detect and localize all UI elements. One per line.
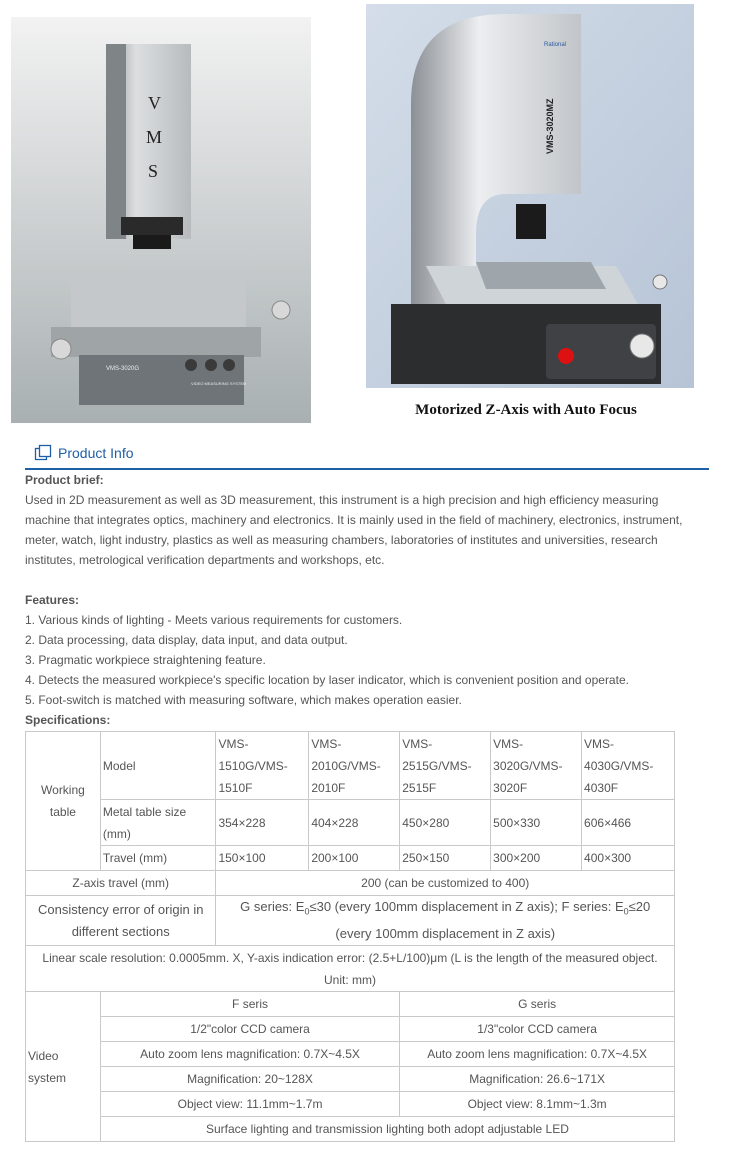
metal-size-cell: 404×228: [309, 800, 400, 846]
svg-text:VIDEO MEASURING SYSTEM: VIDEO MEASURING SYSTEM: [191, 381, 247, 386]
brief-line: machine that integrates optics, machinery and electronics. It is mainly used in the field of machinery, electronics, instrument,: [25, 513, 683, 527]
working-table-label: Working table: [26, 732, 101, 871]
svg-text:V: V: [148, 93, 161, 113]
table-row: [26, 1042, 675, 1067]
video-cell: Magnification: 26.6~171X: [400, 1067, 675, 1092]
section-divider: [25, 468, 709, 470]
product-image-left: [11, 17, 311, 423]
specs-heading: Specifications:: [25, 713, 111, 727]
table-row: [26, 1117, 675, 1142]
model-label: Model: [100, 732, 216, 800]
product-info-tab[interactable]: [34, 442, 134, 464]
video-cell: Object view: 11.1mm~1.7m: [100, 1092, 399, 1117]
svg-text:VMS-3020G: VMS-3020G: [106, 366, 140, 372]
metal-size-cell: 354×228: [216, 800, 309, 846]
feature-item: 2. Data processing, data display, data input, and data output.: [25, 633, 348, 647]
section-title: Product Info: [58, 445, 134, 461]
travel-cell: 150×100: [216, 846, 309, 871]
features-heading: Features:: [25, 593, 80, 607]
metal-size-cell: 500×330: [491, 800, 582, 846]
product-image-right: [366, 4, 694, 388]
z-axis-label: Z-axis travel (mm): [26, 871, 216, 896]
travel-cell: 400×300: [582, 846, 675, 871]
metal-size-label: Metal table size (mm): [100, 800, 216, 846]
metal-size-cell: 606×466: [582, 800, 675, 846]
table-row: [26, 1067, 675, 1092]
brief-line: institutes, metrological verification departments and workshops, etc.: [25, 553, 385, 567]
specs-table: [25, 731, 675, 1142]
feature-item: 4. Detects the measured workpiece's specific location by laser indicator, which is convenient position and operate.: [25, 673, 629, 687]
feature-item: 1. Various kinds of lighting - Meets various requirements for customers.: [25, 613, 403, 627]
table-row: [26, 846, 675, 871]
model-cell: VMS- 3020G/VMS- 3020F: [491, 732, 582, 800]
model-cell: VMS- 4030G/VMS- 4030F: [582, 732, 675, 800]
video-cell: Auto zoom lens magnification: 0.7X~4.5X: [400, 1042, 675, 1067]
metal-size-cell: 450×280: [400, 800, 491, 846]
linear-scale-cell: Linear scale resolution: 0.0005mm. X, Y-axis indication error: (2.5+L/100)μm (L is the length of the measured object. Unit: mm): [26, 946, 675, 992]
svg-text:S: S: [148, 161, 159, 181]
video-cell: 1/2"color CCD camera: [100, 1017, 399, 1042]
svg-text:VMS-3020MZ: VMS-3020MZ: [545, 98, 555, 154]
video-cell: 1/3"color CCD camera: [400, 1017, 675, 1042]
table-row: [26, 800, 675, 846]
table-row: [26, 1017, 675, 1042]
feature-item: 3. Pragmatic workpiece straightening feature.: [25, 653, 266, 667]
table-row: [26, 896, 675, 946]
consistency-value: G series: $E_0\le 30$ (every 100mm displacement in Z axis); F series: $E_0\le 20$ (every 100mm displacement in Z axis): [216, 896, 675, 946]
image-caption: Motorized Z-Axis with Auto Focus: [415, 402, 637, 418]
video-col-g: G seris: [400, 992, 675, 1017]
video-col-f: F seris: [100, 992, 399, 1017]
travel-cell: 200×100: [309, 846, 400, 871]
copy-icon: [34, 444, 52, 462]
table-row: [26, 1092, 675, 1117]
video-cell: Object view: 8.1mm~1.3m: [400, 1092, 675, 1117]
table-row: [26, 946, 675, 992]
model-cell: VMS- 1510G/VMS- 1510F: [216, 732, 309, 800]
consistency-label: Consistency error of origin in different sections: [26, 896, 216, 946]
brief-line: meter, watch, light industry, plastics as well as measuring chambers, laboratories of institutes and universities, research: [25, 533, 658, 547]
table-row: [26, 992, 675, 1017]
svg-text:Rational: Rational: [544, 42, 567, 48]
table-row: [26, 732, 675, 800]
video-cell: Auto zoom lens magnification: 0.7X~4.5X: [100, 1042, 399, 1067]
travel-cell: 250×150: [400, 846, 491, 871]
svg-text:M: M: [146, 127, 163, 147]
video-system-label: Video system: [26, 992, 101, 1142]
video-cell: Magnification: 20~128X: [100, 1067, 399, 1092]
brief-line: Used in 2D measurement as well as 3D measurement, this instrument is a high precision and high efficiency measuring: [25, 493, 659, 507]
brief-heading: Product brief:: [25, 473, 104, 487]
brief-text: [25, 490, 725, 570]
lighting-cell: Surface lighting and transmission lighting both adopt adjustable LED: [100, 1117, 674, 1142]
features-list: [25, 610, 725, 710]
table-row: [26, 871, 675, 896]
travel-cell: 300×200: [491, 846, 582, 871]
feature-item: 5. Foot-switch is matched with measuring software, which makes operation easier.: [25, 693, 462, 707]
model-cell: VMS- 2010G/VMS- 2010F: [309, 732, 400, 800]
model-cell: VMS- 2515G/VMS- 2515F: [400, 732, 491, 800]
z-axis-value: 200 (can be customized to 400): [216, 871, 675, 896]
travel-label: Travel (mm): [100, 846, 216, 871]
